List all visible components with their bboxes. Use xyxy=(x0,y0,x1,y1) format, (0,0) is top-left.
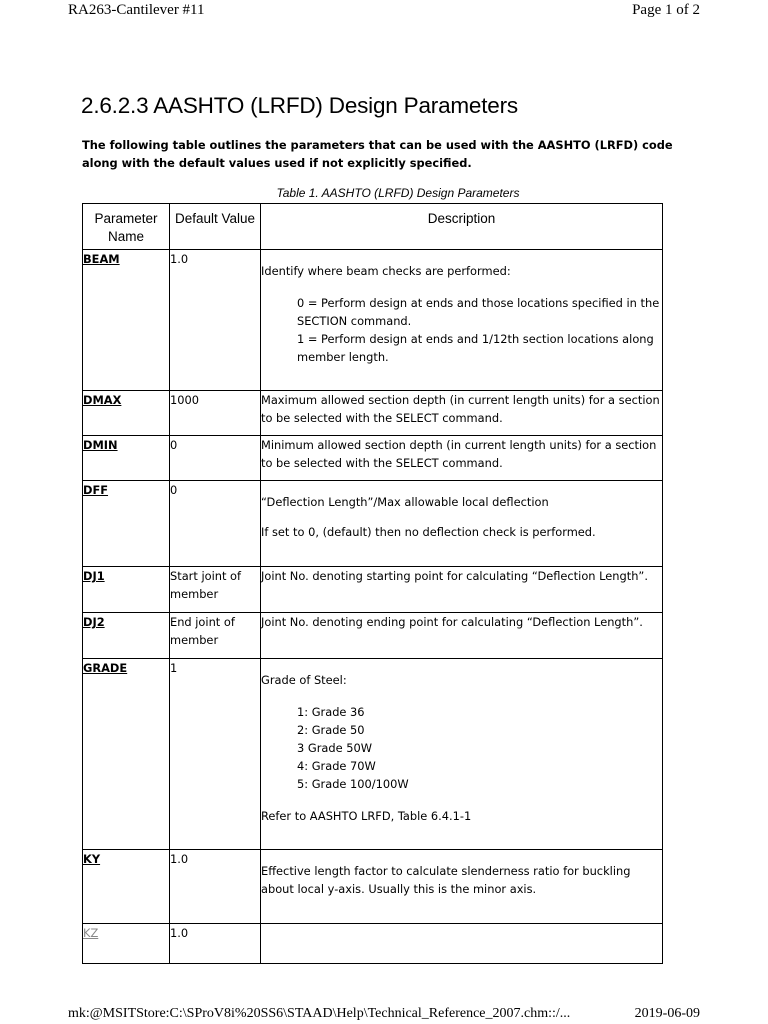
grade-option: 2: Grade 50 xyxy=(297,723,365,737)
description-text: Joint No. denoting ending point for calculating “Deflection Length”. xyxy=(261,615,643,629)
default-value: 1.0 xyxy=(170,924,261,964)
table-row xyxy=(83,481,663,567)
description-text: Effective length factor to calculate slenderness ratio for buckling about local y-axis. Usually this is the minor axis. xyxy=(261,864,631,896)
default-value: 0 xyxy=(170,481,261,567)
grade-option: 5: Grade 100/100W xyxy=(297,777,409,791)
param-link-dj1[interactable]: DJ1 xyxy=(83,569,105,583)
table-row xyxy=(83,659,663,850)
grade-option: 3 Grade 50W xyxy=(297,741,372,755)
description-text: Identify where beam checks are performed: xyxy=(261,264,511,278)
description-cell xyxy=(261,924,663,964)
param-link-dff[interactable]: DFF xyxy=(83,483,109,497)
param-link-ky[interactable]: KY xyxy=(83,852,101,866)
table-row xyxy=(83,924,663,964)
table-row xyxy=(83,436,663,481)
section-title: 2.6.2.3 AASHTO (LRFD) Design Parameters xyxy=(81,93,518,118)
default-value: 1000 xyxy=(170,391,261,436)
grade-option: 4: Grade 70W xyxy=(297,759,376,773)
description-cell xyxy=(261,436,663,481)
print-date: 2019-06-09 xyxy=(634,1006,700,1021)
default-value: End joint of member xyxy=(170,613,261,659)
column-header-description: Description xyxy=(261,204,663,250)
description-cell xyxy=(261,250,663,391)
description-text: If set to 0, (default) then no deflection check is performed. xyxy=(261,525,596,539)
description-cell xyxy=(261,567,663,613)
description-cell xyxy=(261,659,663,850)
description-option: 0 = Perform design at ends and those locations specified in the SECTION command. xyxy=(297,296,660,328)
default-value: 1.0 xyxy=(170,250,261,391)
grade-option: 1: Grade 36 xyxy=(297,705,365,719)
description-reference: Refer to AASHTO LRFD, Table 6.4.1-1 xyxy=(261,809,472,823)
description-cell xyxy=(261,850,663,924)
table-row xyxy=(83,850,663,924)
description-cell xyxy=(261,613,663,659)
default-value: 1 xyxy=(170,659,261,850)
table-row xyxy=(83,567,663,613)
description-text: Maximum allowed section depth (in current length units) for a section to be selected with the SELECT command. xyxy=(261,393,660,425)
source-path: mk:@MSITStore:C:\SProV8i%20SS6\STAAD\Help\Technical_Reference_2007.chm::/... xyxy=(68,1006,571,1021)
table-caption: Table 1. AASHTO (LRFD) Design Parameters xyxy=(276,186,520,200)
intro-paragraph: The following table outlines the parameters that can be used with the AASHTO (LRFD) code along with the default values used if not explicitly specified. xyxy=(82,138,673,170)
description-text: Joint No. denoting starting point for calculating “Deflection Length”. xyxy=(261,569,648,583)
column-header-default-value: Default Value xyxy=(170,204,261,250)
description-text: Minimum allowed section depth (in current length units) for a section to be selected with the SELECT command. xyxy=(261,438,657,470)
table-header-row xyxy=(83,204,663,250)
document-header-title: RA263-Cantilever #11 xyxy=(68,2,205,18)
table-row xyxy=(83,613,663,659)
page-indicator: Page 1 of 2 xyxy=(632,2,700,18)
param-link-grade[interactable]: GRADE xyxy=(83,661,128,675)
description-option: 1 = Perform design at ends and 1/12th section locations along member length. xyxy=(297,332,654,364)
description-cell xyxy=(261,481,663,567)
param-link-dmax[interactable]: DMAX xyxy=(83,393,122,407)
param-link-beam[interactable]: BEAM xyxy=(83,252,120,266)
param-link-kz[interactable]: KZ xyxy=(83,926,99,940)
param-link-dmin[interactable]: DMIN xyxy=(83,438,118,452)
parameters-table xyxy=(82,203,663,964)
table-row xyxy=(83,391,663,436)
description-cell xyxy=(261,391,663,436)
default-value: 1.0 xyxy=(170,850,261,924)
description-text: “Deflection Length”/Max allowable local deflection xyxy=(261,495,549,509)
header-name-line-2: Name xyxy=(107,229,144,244)
param-link-dj2[interactable]: DJ2 xyxy=(83,615,105,629)
default-value: 0 xyxy=(170,436,261,481)
header-name-line-1: Parameter xyxy=(94,211,158,226)
default-value: Start joint of member xyxy=(170,567,261,613)
column-header-parameter-name xyxy=(83,204,170,250)
description-text: Grade of Steel: xyxy=(261,673,347,687)
table-row xyxy=(83,250,663,391)
